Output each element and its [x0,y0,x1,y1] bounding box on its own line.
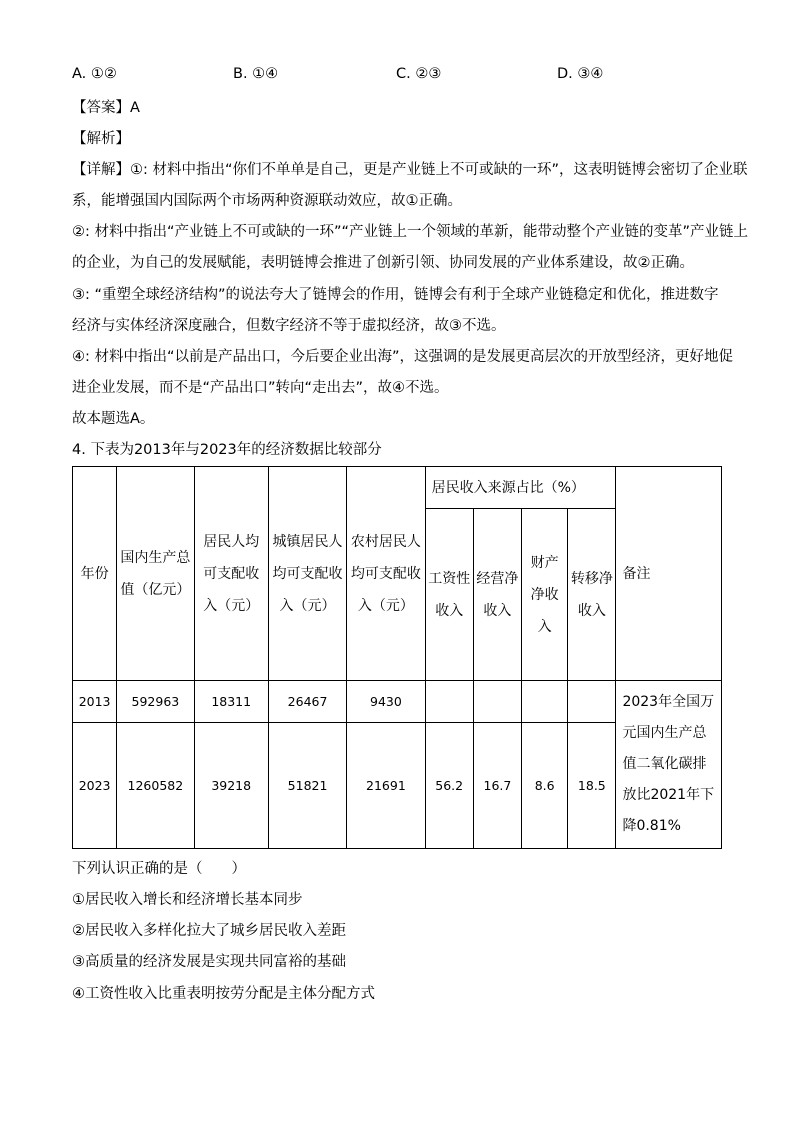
question-prompt: 下列认识正确的是（ ） [72,861,246,877]
cell-transfer [568,681,616,723]
explanation-line: 故本题选A。 [72,411,155,427]
explanation-line: 系，能增强国内国际两个市场两种资源联动效应，故①正确。 [72,193,462,209]
explanation-line: ③: “重塑全球经济结构”的说法夸大了链博会的作用，链博会有利于全球产业链稳定和优化，推进数字 [72,287,719,303]
statement-item: ①居民收入增长和经济增长基本同步 [72,892,303,908]
cell-urban: 51821 [268,723,346,849]
header-urban: 城镇居民人均可支配收入（元） [268,467,346,681]
header-gdp: 国内生产总值（亿元） [117,467,194,681]
table-row [73,681,722,723]
explanation-line: 的企业，为自己的发展赋能，表明链博会推进了创新引领、协同发展的产业体系建设，故②正确。 [72,255,694,271]
explanation-line: ④: 材料中指出“以前是产品出口，今后要企业出海”，这强调的是发展更高层次的开放型经济，更好地促 [72,349,734,365]
header-wage: 工资性收入 [425,509,473,681]
cell-business [473,681,521,723]
analysis-label: 【解析】 [72,131,130,147]
cell-income: 39218 [194,723,268,849]
cell-year: 2013 [73,681,117,723]
header-transfer: 转移净收入 [568,509,616,681]
option-d: D. ③④ [557,66,604,82]
answer-line: 【答案】A [72,100,140,116]
economic-data-table [72,466,722,849]
cell-wage: 56.2 [425,723,473,849]
explanation-line: 经济与实体经济深度融合，但数字经济不等于虚拟经济，故③不选。 [72,318,506,334]
header-income-source: 居民收入来源占比（%） [425,467,616,509]
explanation-line: 【详解】①: 材料中指出“你们不单单是自己，更是产业链上不可或缺的一环”，这表明链博会密切了企业联 [72,162,748,178]
explanation-line: ②: 材料中指出“产业链上不可或缺的一环”“产业链上一个领域的革新，能带动整个产业链的变革”产业链上 [72,224,749,240]
cell-year: 2023 [73,723,117,849]
cell-wage [425,681,473,723]
cell-urban: 26467 [268,681,346,723]
header-income: 居民人均可支配收入（元） [194,467,268,681]
cell-rural: 21691 [347,723,425,849]
option-c: C. ②③ [396,66,442,82]
header-property: 财产净收入 [522,509,568,681]
statement-item: ④工资性收入比重表明按劳分配是主体分配方式 [72,986,375,1002]
explanation-line: 进企业发展，而不是“产品出口”转向“走出去”，故④不选。 [72,380,449,396]
cell-rural: 9430 [347,681,425,723]
option-b: B. ①④ [233,66,279,82]
option-a: A. ①② [72,66,117,82]
cell-income: 18311 [194,681,268,723]
cell-business: 16.7 [473,723,521,849]
cell-gdp: 592963 [117,681,194,723]
question-title: 4. 下表为2013年与2023年的经济数据比较部分 [72,442,382,458]
cell-property: 8.6 [522,723,568,849]
statement-item: ②居民收入多样化拉大了城乡居民收入差距 [72,923,346,939]
cell-gdp: 1260582 [117,723,194,849]
header-business: 经营净收入 [473,509,521,681]
cell-property [522,681,568,723]
cell-remark: 2023年全国万元国内生产总值二氧化碳排放比2021年下降0.81% [616,681,722,849]
cell-transfer: 18.5 [568,723,616,849]
header-remark: 备注 [616,467,722,681]
statement-item: ③高质量的经济发展是实现共同富裕的基础 [72,954,346,970]
header-year: 年份 [73,467,117,681]
header-rural: 农村居民人均可支配收入（元） [347,467,425,681]
